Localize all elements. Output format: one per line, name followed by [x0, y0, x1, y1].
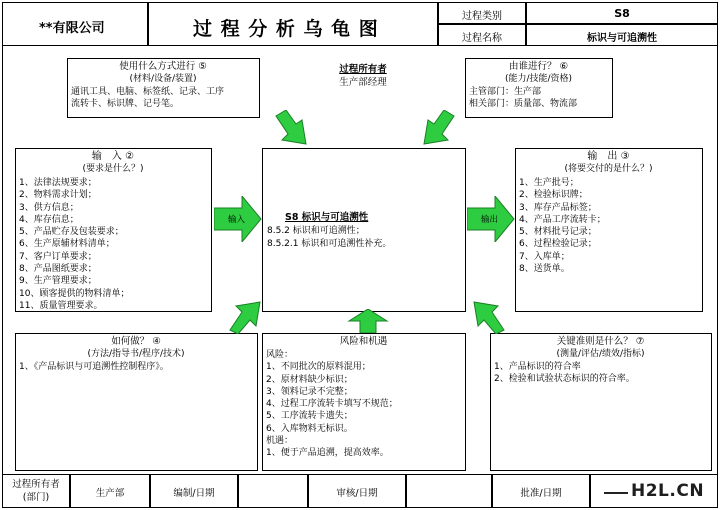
process-box — [262, 148, 466, 312]
output-item: 1、生产批号； — [519, 178, 579, 188]
company-name: **有限公司 — [39, 21, 105, 36]
header-name-label-cell — [438, 24, 526, 46]
risk-box — [262, 333, 466, 471]
footer-approve-label-cell — [492, 474, 590, 508]
input-subtitle: (要求是什么？) — [82, 164, 144, 174]
tools-subtitle: (材料/设备/装置) — [129, 74, 197, 84]
input-item: 5、产品贮存及包装要求； — [19, 227, 124, 238]
how-subtitle: (方法/指导书/程序/技术) — [87, 349, 185, 359]
criteria-title: 关键准则是什么？ ⑦ — [556, 336, 645, 347]
input-item: 7、客户订单要求； — [19, 251, 97, 262]
header-type-label-cell — [438, 2, 526, 24]
risk-line: 6、入库物料无标识。 — [266, 423, 353, 434]
tools-box — [67, 58, 260, 118]
output-subtitle: (将要交付的是什么？) — [564, 164, 653, 174]
risk-title: 风险和机遇 — [339, 336, 388, 347]
input-item: 1、法律法规要求； — [19, 178, 97, 188]
process-name-value: 标识与可追溯性 — [587, 33, 657, 44]
process-name-label: 过程名称 — [462, 33, 502, 44]
footer-approve-label: 批准/日期 — [520, 488, 562, 499]
process-type-label: 过程类别 — [462, 11, 502, 22]
input-item: 9、生产管理要求； — [19, 276, 97, 287]
risk-line: 1、不同批次的原料混用； — [266, 362, 371, 373]
who-title: 由谁进行？ ⑥ — [508, 61, 569, 72]
tools-title: 使用什么方式进行 ⑤ — [119, 61, 207, 72]
who-subtitle: (能力/技能/资格) — [504, 74, 573, 84]
header-name-value-cell — [526, 24, 718, 46]
output-list — [519, 177, 606, 275]
footer-edit-label-cell — [150, 474, 238, 508]
criteria-subtitle: (测量/评估/绩效/指标) — [556, 349, 645, 359]
arrow-out-label: 输出 — [481, 215, 499, 225]
footer-owner-value: 生产部 — [95, 488, 125, 499]
output-item: 4、产品工序流转卡； — [519, 214, 606, 225]
input-title: 输 入 ② — [91, 151, 135, 162]
footer-owner-value-cell — [70, 474, 150, 508]
arrow-risk-to-process — [347, 309, 389, 333]
footer-edit-label: 编制/日期 — [173, 488, 215, 499]
criteria-box — [490, 333, 712, 471]
arrow-tools-to-process — [272, 110, 312, 146]
process-type-value: S8 — [614, 7, 630, 20]
arrow-how-to-process — [226, 300, 264, 334]
how-box — [15, 333, 258, 471]
input-item: 11、质量管理要求。 — [19, 300, 103, 311]
risk-line: 4、过程工序流转卡填写不规范； — [266, 399, 398, 410]
output-item: 7、入库单； — [519, 251, 570, 262]
watermark-line — [604, 492, 628, 494]
tools-line-1: 通讯工具、电脑、标签纸、记录、工序 — [71, 87, 225, 97]
how-line-1: 1、《产品标识与可追溯性控制程序》。 — [19, 362, 169, 372]
header-company-cell — [2, 2, 148, 46]
footer-review-value-cell[interactable] — [406, 474, 492, 508]
watermark-text: H2L.CN — [631, 481, 705, 501]
output-title: 输 出 ③ — [587, 151, 630, 162]
who-line-2: 相关部门：质量部、物流部 — [469, 99, 578, 109]
process-owner-title: 过程所有者 — [339, 64, 387, 75]
input-list — [19, 177, 129, 312]
footer-owner-label: 过程所有者 (部门) — [12, 479, 60, 503]
header-type-value-cell — [526, 2, 718, 24]
risk-line: 2、原材料缺少标识； — [266, 374, 353, 385]
watermark-logo — [600, 478, 716, 504]
risk-list — [266, 349, 398, 460]
risk-line: 机遇： — [266, 436, 294, 447]
tools-line-2: 流转卡、标识牌、记号笔。 — [71, 99, 180, 109]
who-box — [465, 58, 613, 118]
input-item: 2、物料需求计划； — [19, 190, 97, 201]
who-line-1: 主管部门：生产部 — [469, 87, 542, 97]
process-line-2: 8.5.2.1 标识和可追溯性补充。 — [267, 239, 392, 249]
footer-owner-label-cell — [2, 474, 70, 508]
risk-line: 风险： — [266, 350, 294, 360]
output-item: 3、库存产品标签； — [519, 202, 597, 213]
output-item: 5、材料批号记录； — [519, 227, 597, 238]
arrow-criteria-to-process — [470, 300, 508, 334]
arrow-who-to-process — [418, 110, 458, 146]
input-item: 3、供方信息； — [19, 202, 79, 213]
arrow-in-label: 输入 — [228, 215, 246, 225]
header-title-cell — [148, 2, 438, 46]
input-item: 10、顾客提供的物料清单； — [19, 288, 130, 299]
criteria-line-1: 1、产品标识的符合率 — [494, 362, 581, 372]
output-item: 8、送货单。 — [519, 264, 570, 275]
input-item: 6、生产原辅材料清单； — [19, 239, 115, 250]
process-line-1: 8.5.2 标识和可追溯性； — [267, 226, 365, 236]
process-owner-value: 生产部经理 — [339, 77, 387, 88]
input-box — [15, 148, 212, 312]
input-item: 4、库存信息； — [19, 214, 79, 225]
risk-line: 3、领料记录不完整； — [266, 386, 353, 397]
output-item: 2、检验标识牌； — [519, 190, 588, 201]
how-title: 如何做？ ④ — [111, 336, 161, 347]
footer-review-label: 审核/日期 — [336, 488, 378, 499]
output-item: 6、过程检验记录； — [519, 239, 597, 250]
output-box — [515, 148, 703, 312]
input-item: 8、产品图纸要求； — [19, 264, 97, 275]
footer-edit-value-cell[interactable] — [238, 474, 308, 508]
risk-line: 5、工序流转卡遗失； — [266, 411, 353, 422]
footer-review-label-cell — [308, 474, 406, 508]
page-title: 过 程 分 析 乌 龟 图 — [193, 18, 379, 40]
process-title: S8 标识与可追溯性 — [285, 212, 369, 223]
criteria-line-2: 2、检验和试验状态标识的符合率。 — [494, 374, 635, 384]
risk-line: 1、便于产品追溯，提高效率。 — [266, 448, 389, 459]
